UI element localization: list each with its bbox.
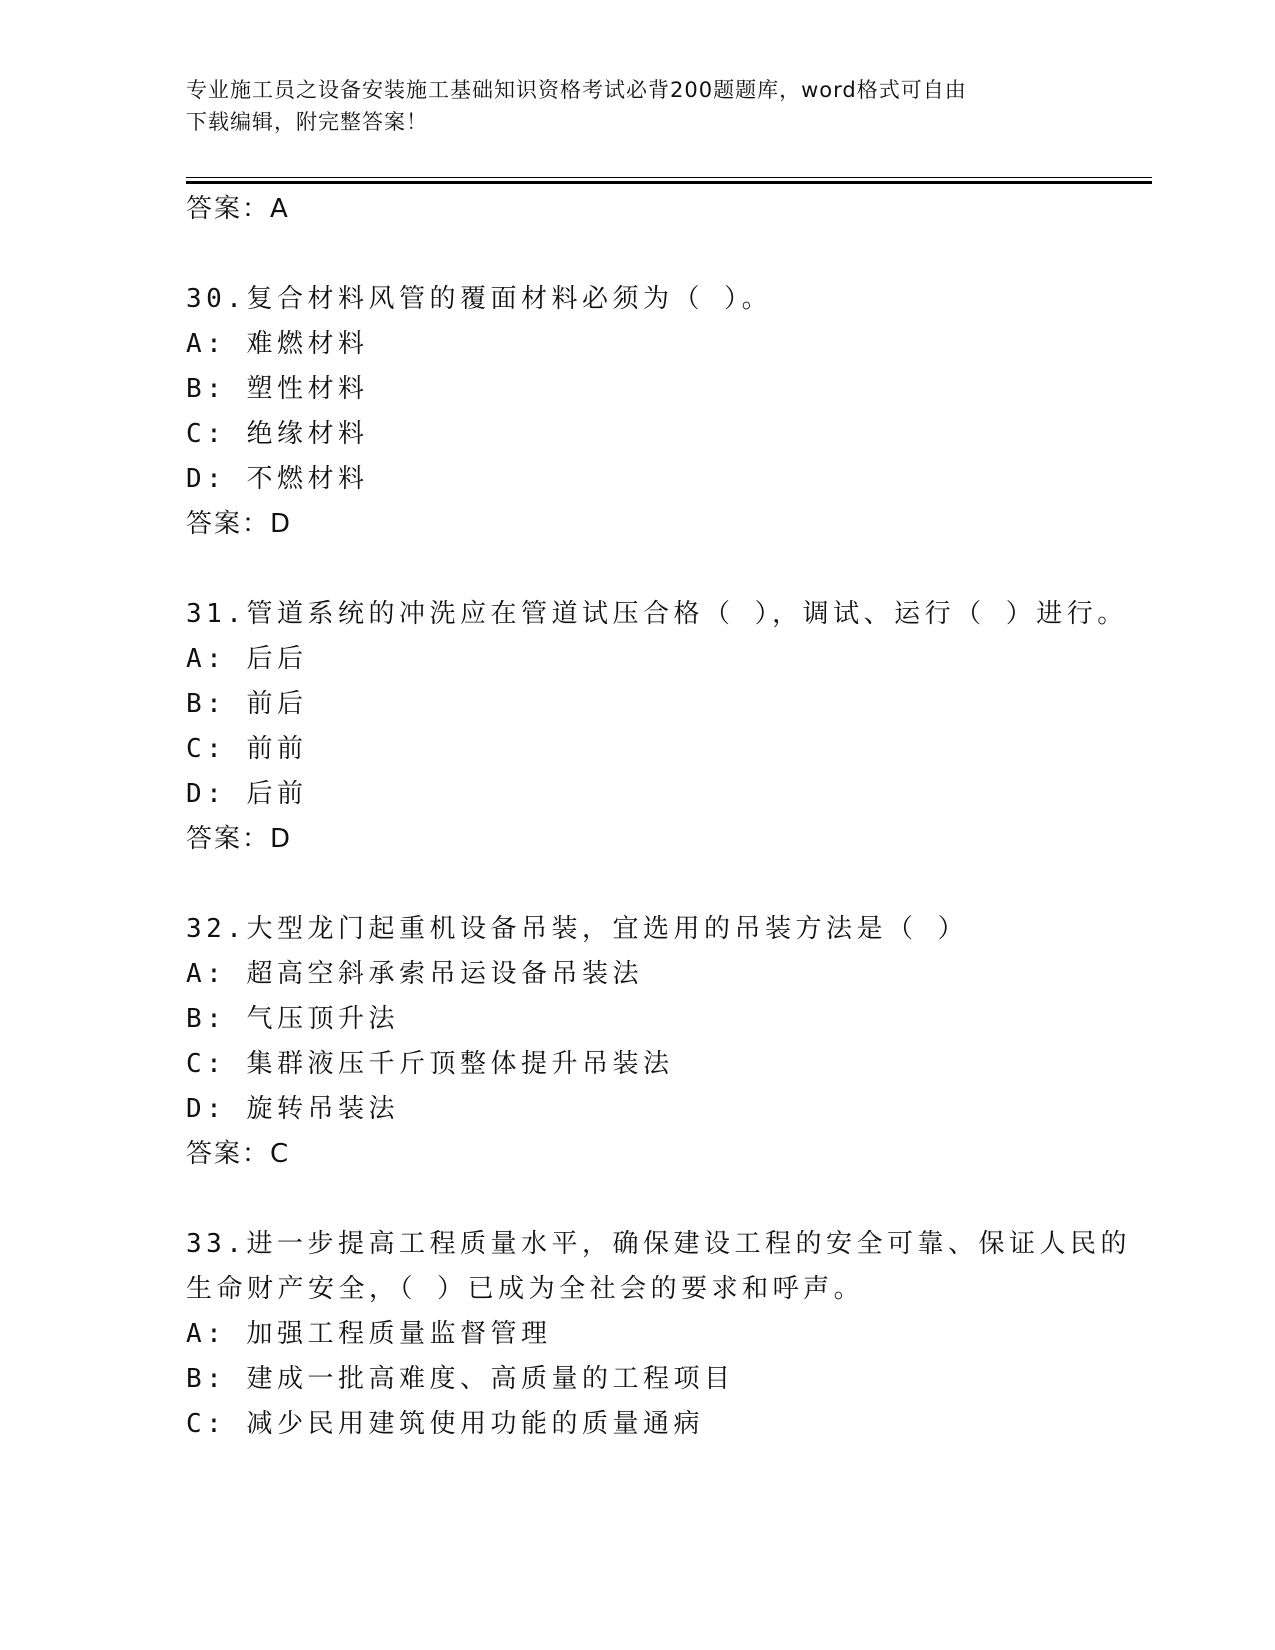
header-divider-thick	[186, 181, 1152, 184]
option-b: B: 塑性材料	[186, 374, 369, 404]
option-b: B: 建成一批高难度、高质量的工程项目	[186, 1364, 735, 1394]
option-b: B: 气压顶升法	[186, 1004, 399, 1034]
question-33-line-1: 33.进一步提高工程质量水平，确保建设工程的安全可靠、保证人民的	[186, 1229, 1131, 1259]
answer-line: 答案：A	[186, 194, 290, 224]
option-d: D: 不燃材料	[186, 464, 369, 494]
option-a: A: 难燃材料	[186, 329, 369, 359]
question-31: 31.管道系统的冲洗应在管道试压合格（ ），调试、运行（ ）进行。	[186, 599, 1128, 629]
option-c: C: 前前	[186, 734, 308, 764]
option-d: D: 旋转吊装法	[186, 1094, 399, 1124]
question-32: 32.大型龙门起重机设备吊装，宜选用的吊装方法是（ ）	[186, 914, 969, 944]
answer-line: 答案：D	[186, 824, 293, 854]
document-header	[186, 74, 1066, 138]
header-divider-thin	[186, 177, 1152, 178]
answer-line: 答案：D	[186, 509, 293, 539]
header-line-2: 下载编辑，附完整答案！	[186, 110, 428, 134]
option-a: A: 加强工程质量监督管理	[186, 1319, 552, 1349]
header-line-1: 专业施工员之设备安装施工基础知识资格考试必背200题题库，word格式可自由	[186, 78, 967, 102]
answer-line: 答案：C	[186, 1139, 291, 1169]
question-33-line-2: 生命财产安全，（ ）已成为全社会的要求和呼声。	[186, 1274, 865, 1304]
option-c: C: 绝缘材料	[186, 419, 369, 449]
option-a: A: 后后	[186, 644, 308, 674]
option-a: A: 超高空斜承索吊运设备吊装法	[186, 959, 643, 989]
option-d: D: 后前	[186, 779, 308, 809]
option-b: B: 前后	[186, 689, 308, 719]
question-30: 30.复合材料风管的覆面材料必须为（ ）。	[186, 284, 773, 314]
option-c: C: 集群液压千斤顶整体提升吊装法	[186, 1049, 674, 1079]
option-c: C: 减少民用建筑使用功能的质量通病	[186, 1409, 704, 1439]
